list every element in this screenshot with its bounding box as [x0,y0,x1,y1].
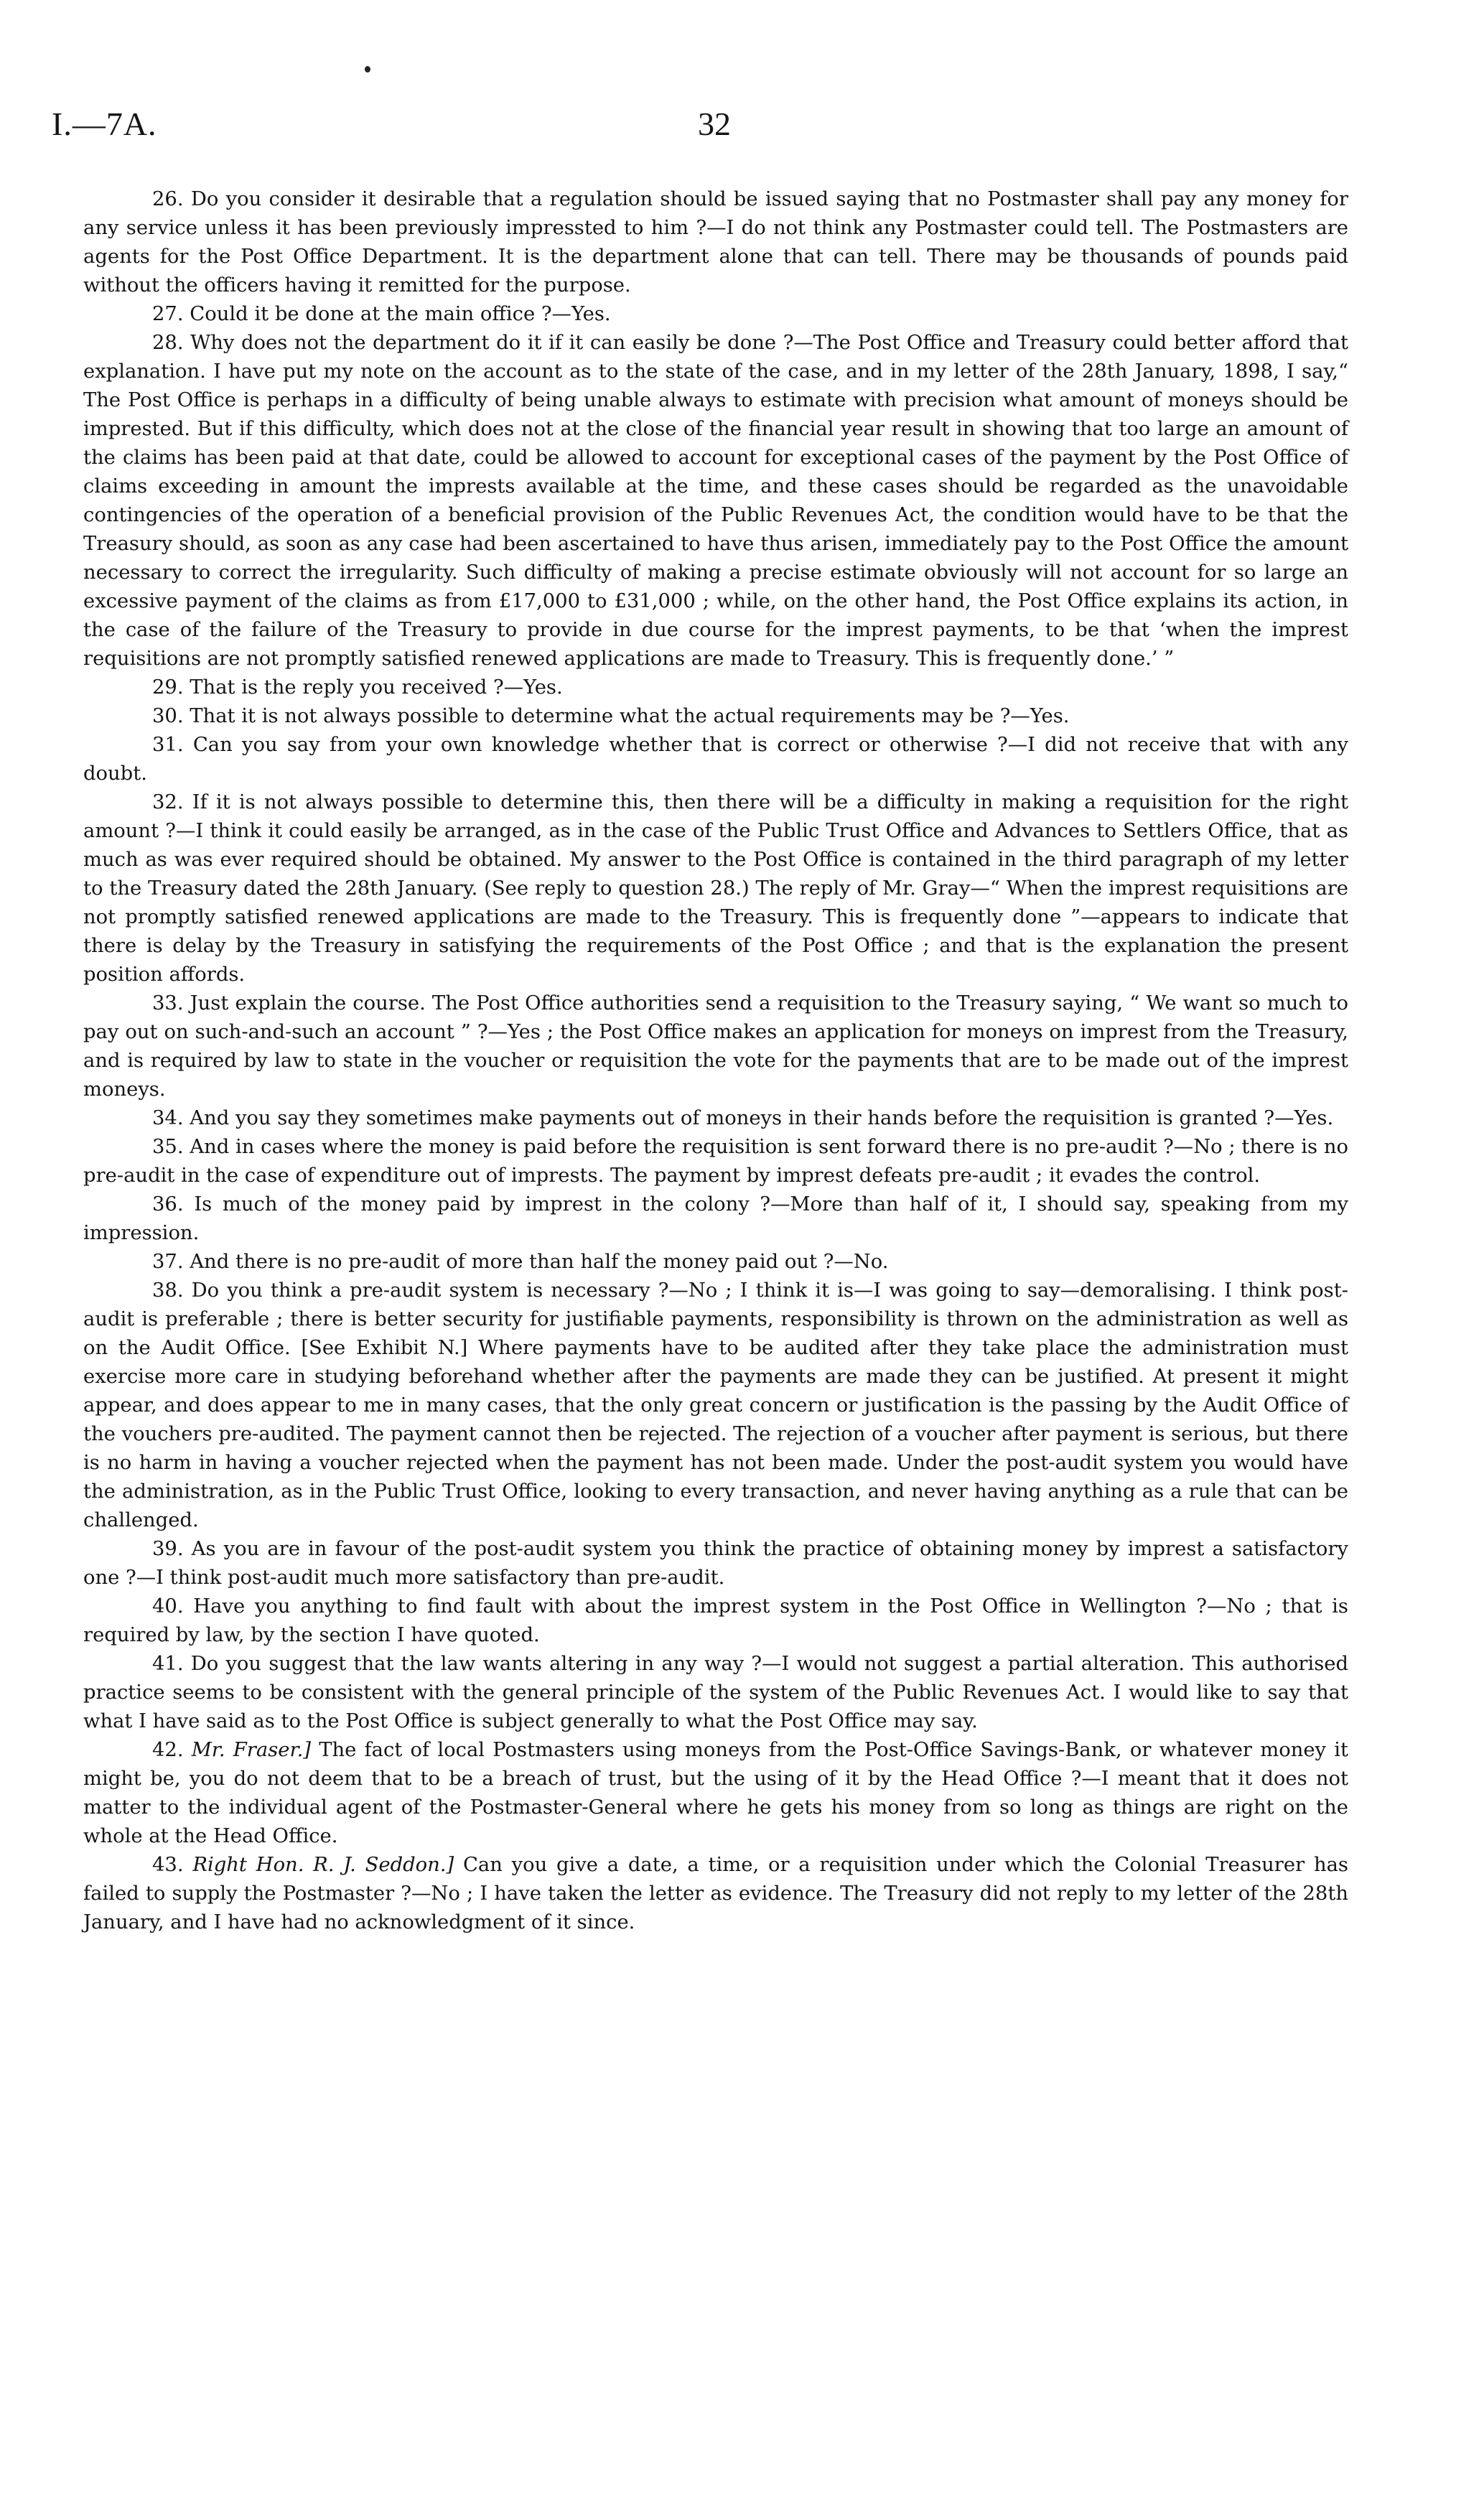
document-reference: I.—7A. [52,106,157,142]
paragraph-q38 [83,1277,1348,1535]
question-text: Can you say from your own knowledge whether that is correct or otherwise ?—I did not receive that with any doubt. [83,734,1348,785]
page-number: 32 [698,106,731,142]
question-number: 29. [152,676,184,699]
question-text: And in cases where the money is paid before the requisition is sent forward there is no pre-audit ?—No ; there is no pre-audit in the case of expenditure out of imprests. The payment by imprest defeats pre-audit ; it evades the control. [83,1136,1348,1187]
question-number: 41. [152,1653,184,1675]
question-number: 30. [152,705,184,727]
document-body [83,185,1348,1937]
question-number: 27. [152,303,184,325]
paragraph-q34 [83,1104,1348,1133]
question-number: 32. [152,791,184,813]
examiner-name: Mr. Fraser.] [191,1739,311,1761]
question-text: Is much of the money paid by imprest in the colony ?—More than half of it, I should say, speaking from my impression. [83,1193,1348,1244]
question-text: The fact of local Postmasters using moneys from the Post-Office Savings-Bank, or whatever money it might be, you do not deem that to be a breach of trust, but the using of it by the Head Office ?—I meant that it does not matter to the individual agent of the Postmaster-General where he gets his money from so long as things are right on the whole at the Head Office. [83,1739,1348,1847]
paragraph-q37 [83,1248,1348,1277]
question-number: 35. [152,1136,184,1158]
question-number: 42. [152,1739,184,1761]
question-text: That is the reply you received ?—Yes. [190,676,563,699]
examiner-name: Right Hon. R. J. Seddon.] [192,1854,454,1876]
question-number: 39. [152,1538,184,1560]
question-text: Could it be done at the main office ?—Yes. [190,303,611,325]
question-number: 40. [152,1595,184,1618]
paragraph-q39 [83,1535,1348,1592]
paragraph-q43 [83,1851,1348,1937]
question-text: Do you suggest that the law wants altering in any way ?—I would not suggest a partial alteration. This authorised practice seems to be consistent with the general principle of the system of the Public Revenues Act. I would like to say that what I have said as to the Post Office is subject generally to what the Post Office may say. [83,1653,1348,1732]
question-number: 26. [152,188,184,210]
question-number: 36. [152,1193,184,1216]
question-text: If it is not always possible to determine this, then there will be a difficulty in making a requisition for the right amount ?—I think it could easily be arranged, as in the case of the Public Trust Office and Advances to Settlers Office, that as much as was ever required should be obtained. My answer to the Post Office is contained in the third paragraph of my letter to the Treasury dated the 28th January. (See reply to question 28.) The reply of Mr. Gray—“ When the imprest requisitions are not promptly satisfied renewed applications are made to the Treasury. This is frequently done ”—appears to indicate that there is delay by the Treasury in satisfying the requirements of the Post Office ; and that is the explanation the present position affords. [83,791,1348,986]
question-text: Why does not the department do it if it can easily be done ?—The Post Office and Treasury could better afford that explanation. I have put my note on the account as to the state of the case, and in my letter of the 28th January, 1898, I say,“ The Post Office is perhaps in a difficulty of being unable always to estimate with precision what amount of moneys should be imprested. But if this difficulty, which does not at the close of the financial year result in showing that too large an amount of the claims has been paid at that date, could be allowed to account for exceptional cases of the payment by the Post Office of claims exceeding in amount the imprests available at the time, and these cases should be regarded as the unavoidable contingencies of the operation of a beneficial provision of the Public Revenues Act, the condition would have to be that the Treasury should, as soon as any case had been ascertained to have thus arisen, immediately pay to the Post Office the amount necessary to correct the irregularity. Such difficulty of making a precise estimate obviously will not account for so large an excessive payment of the claims as from £17,000 to £31,000 ; while, on the other hand, the Post Office explains its action, in the case of the failure of the Treasury to provide in due course for the imprest payments, to be that ‘when the imprest requisitions are not promptly satisfied renewed applications are made to Treasury. This is frequently done.’ ” [83,332,1348,670]
question-number: 43. [152,1854,184,1876]
paragraph-q27 [83,300,1348,329]
paragraph-q26 [83,185,1348,300]
question-text: And you say they sometimes make payments out of moneys in their hands before the requisition is granted ?—Yes. [190,1107,1334,1129]
question-text: Can you give a date, a time, or a requisition under which the Colonial Treasurer has failed to supply the Postmaster ?—No ; I have taken the letter as evidence. The Treasury did not reply to my letter of the 28th January, and I have had no acknowledgment of it since. [83,1854,1348,1933]
question-number: 38. [152,1279,184,1302]
question-number: 34. [152,1107,184,1129]
paragraph-q31 [83,731,1348,788]
paragraph-q40 [83,1592,1348,1650]
question-text: Have you anything to find fault with about the imprest system in the Post Office in Wellington ?—No ; that is required by law, by the section I have quoted. [83,1595,1348,1646]
ink-speck [365,66,370,73]
question-number: 37. [152,1251,184,1273]
question-text: Do you think a pre-audit system is necessary ?—No ; I think it is—I was going to say—demoralising. I think post-audit is preferable ; there is better security for justifiable payments, responsibility is thrown on the administration as well as on the Audit Office. [See Exhibit N.] Where payments have to be audited after they take place the administration must exercise more care in studying beforehand whether after the payments are made they can be justified. At present it might appear, and does appear to me in many cases, that the only great concern or justification is the passing by the Audit Office of the vouchers pre-audited. The payment cannot then be rejected. The rejection of a voucher after payment is serious, but there is no harm in having a voucher rejected when the payment has not been made. Under the post-audit system you would have the administration, as in the Public Trust Office, looking to every transaction, and never having anything as a rule that can be challenged. [83,1279,1348,1531]
paragraph-q29 [83,673,1348,702]
question-number: 31. [152,734,184,756]
question-text: And there is no pre-audit of more than half the money paid out ?—No. [190,1251,889,1273]
question-number: 33. [152,992,184,1014]
question-text: Do you consider it desirable that a regulation should be issued saying that no Postmaster shall pay any money for any service unless it has been previously impressted to him ?—I do not think any Postmaster could tell. The Postmasters are agents for the Post Office Department. It is the department alone that can tell. There may be thousands of pounds paid without the officers having it remitted for the purpose. [83,188,1348,297]
paragraph-q30 [83,702,1348,731]
paragraph-q28 [83,329,1348,673]
paragraph-q41 [83,1650,1348,1736]
question-text: As you are in favour of the post-audit system you think the practice of obtaining money by imprest a satisfactory one ?—I think post-audit much more satisfactory than pre-audit. [83,1538,1348,1589]
paragraph-q33 [83,989,1348,1104]
paragraph-q42 [83,1736,1348,1851]
question-text: Just explain the course. The Post Office authorities send a requisition to the Treasury saying, “ We want so much to pay out on such-and-such an account ” ?—Yes ; the Post Office makes an application for moneys on imprest from the Treasury, and is required by law to state in the voucher or requisition the vote for the payments that are to be made out of the imprest moneys. [83,992,1348,1101]
question-number: 28. [152,332,184,354]
question-text: That it is not always possible to determine what the actual requirements may be ?—Yes. [190,705,1070,727]
paragraph-q36 [83,1190,1348,1248]
paragraph-q32 [83,788,1348,989]
paragraph-q35 [83,1133,1348,1190]
